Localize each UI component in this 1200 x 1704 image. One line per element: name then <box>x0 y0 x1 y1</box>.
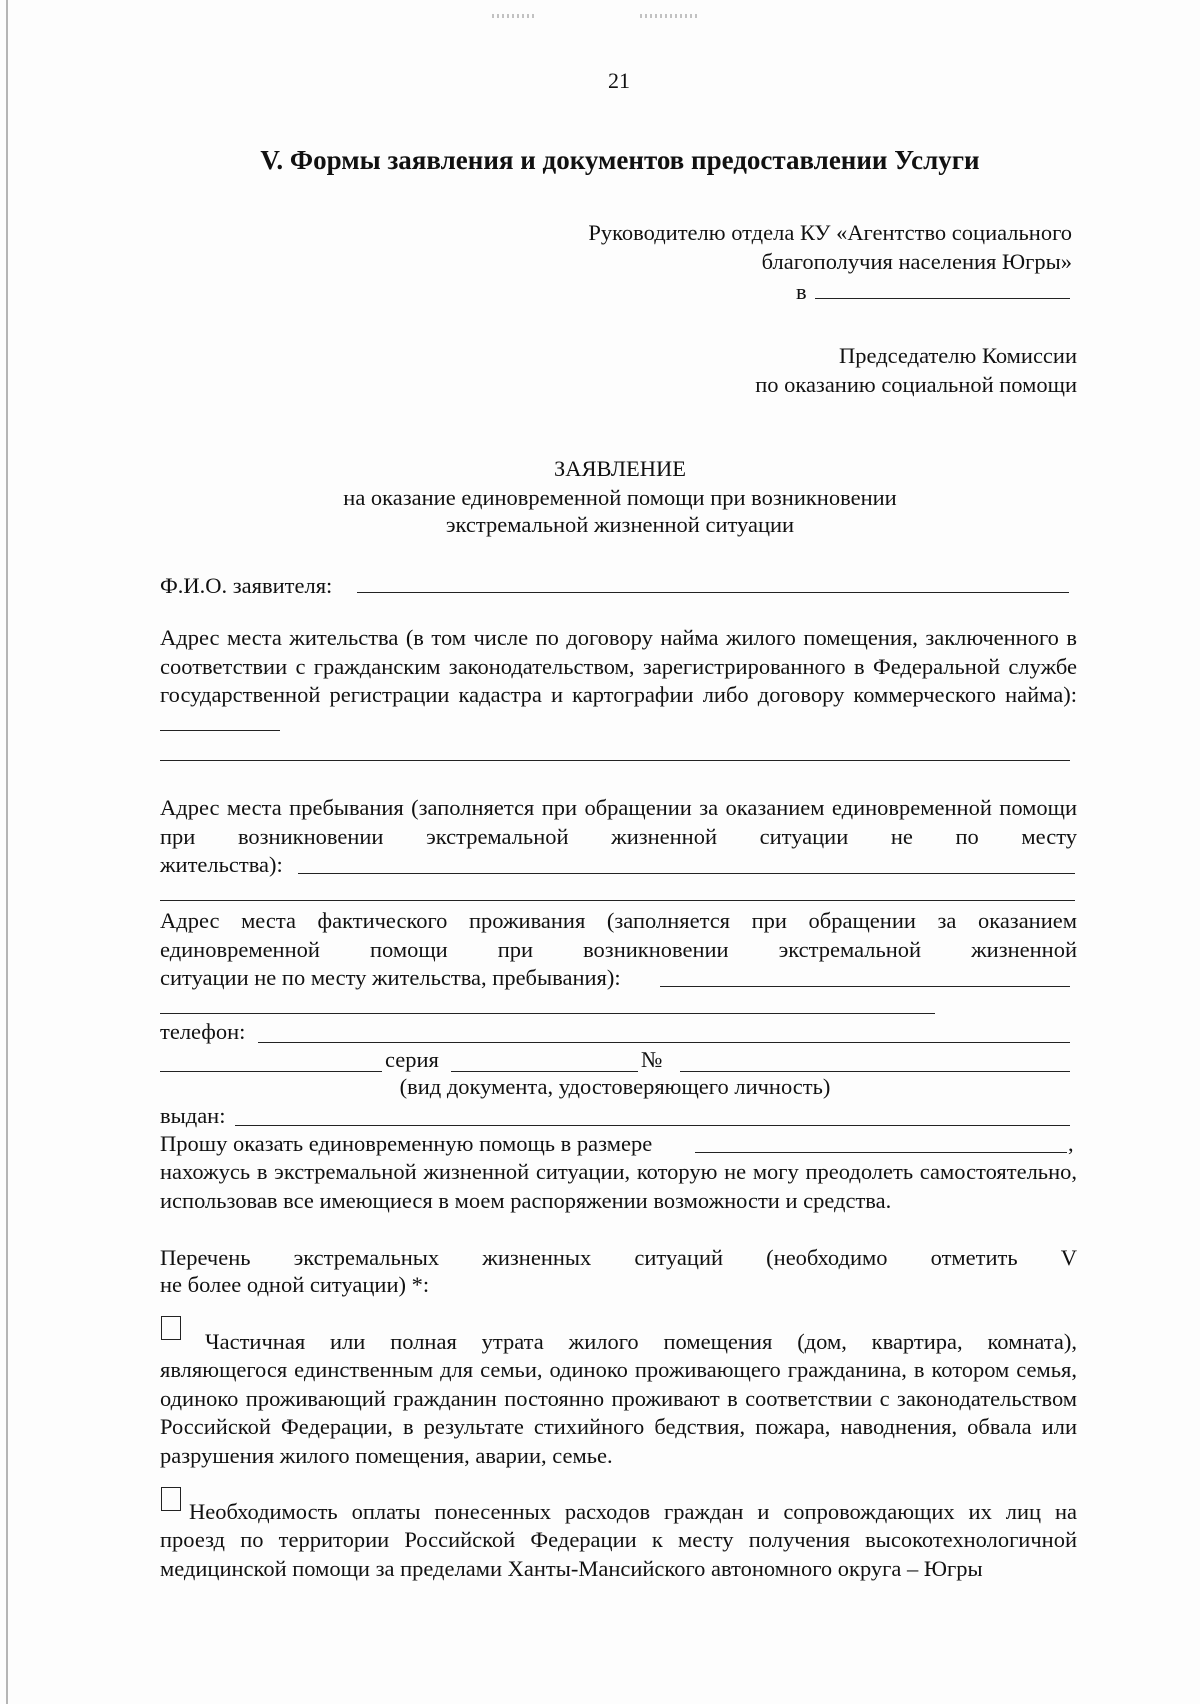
chairman-line-1: Председателю Комиссии <box>839 343 1077 368</box>
issued-label: выдан: <box>160 1103 226 1128</box>
fio-label: Ф.И.О. заявителя: <box>160 573 333 598</box>
actual-address-text: Адрес места фактического проживания (заполняется при обращении за оказанием единовременной помощи при возникновении экстремальной жизненной <box>160 908 1077 962</box>
document-caption: (вид документа, удостоверяющего личность) <box>399 1074 831 1099</box>
phone-field[interactable] <box>258 1042 1070 1043</box>
stay-field[interactable] <box>298 873 1075 874</box>
section-title: V. Формы заявления и документов предоставлении Услуги <box>260 145 980 175</box>
stay-address-text: Адрес места пребывания (заполняется при обращении за оказанием единовременной помощи при возникновении экстремальной жизненной ситуации не по месту <box>160 795 1077 849</box>
situation-2-checkbox[interactable] <box>161 1487 181 1511</box>
situation-1-first-line: Частичная или полная утрата жилого помещения (дом, квартира, комната), <box>205 1329 1077 1354</box>
scan-left-edge <box>6 0 8 1704</box>
list-intro-2: не более одной ситуации) *: <box>160 1272 430 1297</box>
series-label: серия <box>385 1047 439 1072</box>
scan-mark <box>640 14 700 18</box>
amount-field[interactable] <box>695 1152 1067 1153</box>
situation-2-text: проезд по территории Российской Федерации к месту получения высокотехнологичной медицинской помощи за пределами Ханты-Мансийского автономного округа – Югры <box>160 1527 1077 1581</box>
stay-field-2[interactable] <box>160 900 1075 901</box>
actual-address-last: ситуации не по месту жительства, пребывания): <box>160 965 621 990</box>
branch-field[interactable] <box>815 298 1070 299</box>
fio-field[interactable] <box>357 592 1069 593</box>
residence-field-inline[interactable] <box>160 712 280 731</box>
list-intro: Перечень экстремальных жизненных ситуаций (необходимо отметить V <box>160 1245 1077 1270</box>
addressee-line-1: Руководителю отдела КУ «Агентство социального <box>588 220 1072 245</box>
residence-field[interactable] <box>160 760 1070 761</box>
issued-field[interactable] <box>235 1125 1070 1126</box>
situation-2-first-line: Необходимость оплаты понесенных расходов граждан и сопровождающих их лиц на <box>189 1499 1077 1524</box>
addressee-prefix: в <box>796 279 807 304</box>
stay-address-last: жительства): <box>160 852 283 877</box>
addressee-line-2: благополучия населения Югры» <box>761 249 1072 274</box>
situation-1-checkbox[interactable] <box>161 1316 181 1340</box>
number-label: № <box>641 1047 663 1072</box>
document-type-field[interactable] <box>160 1071 382 1072</box>
actual-field[interactable] <box>660 986 1070 987</box>
statement-subheading-2: экстремальной жизненной ситуации <box>445 512 795 537</box>
series-field[interactable] <box>451 1071 638 1072</box>
request-comma: , <box>1068 1131 1074 1156</box>
number-field[interactable] <box>680 1071 1070 1072</box>
statement-subheading-1: на оказание единовременной помощи при возникновении <box>343 485 897 510</box>
residence-address-text: Адрес места жительства (в том числе по договору найма жилого помещения, заключенного в соответствии с гражданским законодательством, зарегистрированного в Федеральной службе государственной регистрации кадастра и картографии либо договору коммерческого найма): <box>160 624 1077 738</box>
scan-mark <box>492 14 534 18</box>
actual-field-2[interactable] <box>160 1013 935 1014</box>
situation-text: нахожусь в экстремальной жизненной ситуации, которую не могу преодолеть самостоятельно, использовав все имеющиеся в моем распоряжении возможности и средства. <box>160 1159 1077 1213</box>
request-label: Прошу оказать единовременную помощь в размере <box>160 1131 653 1156</box>
situation-1-text: являющегося единственным для семьи, одиноко проживающего гражданина, в котором семья, одиноко проживающий гражданин постоянно проживают в соответствии с законодательством Российской Федерации, в результате стихийного бедствия, пожара, наводнения, обвала или разрушения жилого помещения, аварии, семье. <box>160 1357 1077 1468</box>
chairman-line-2: по оказанию социальной помощи <box>755 372 1077 397</box>
page-number: 21 <box>608 68 630 93</box>
phone-label: телефон: <box>160 1019 246 1044</box>
statement-heading: ЗАЯВЛЕНИЕ <box>554 456 686 481</box>
